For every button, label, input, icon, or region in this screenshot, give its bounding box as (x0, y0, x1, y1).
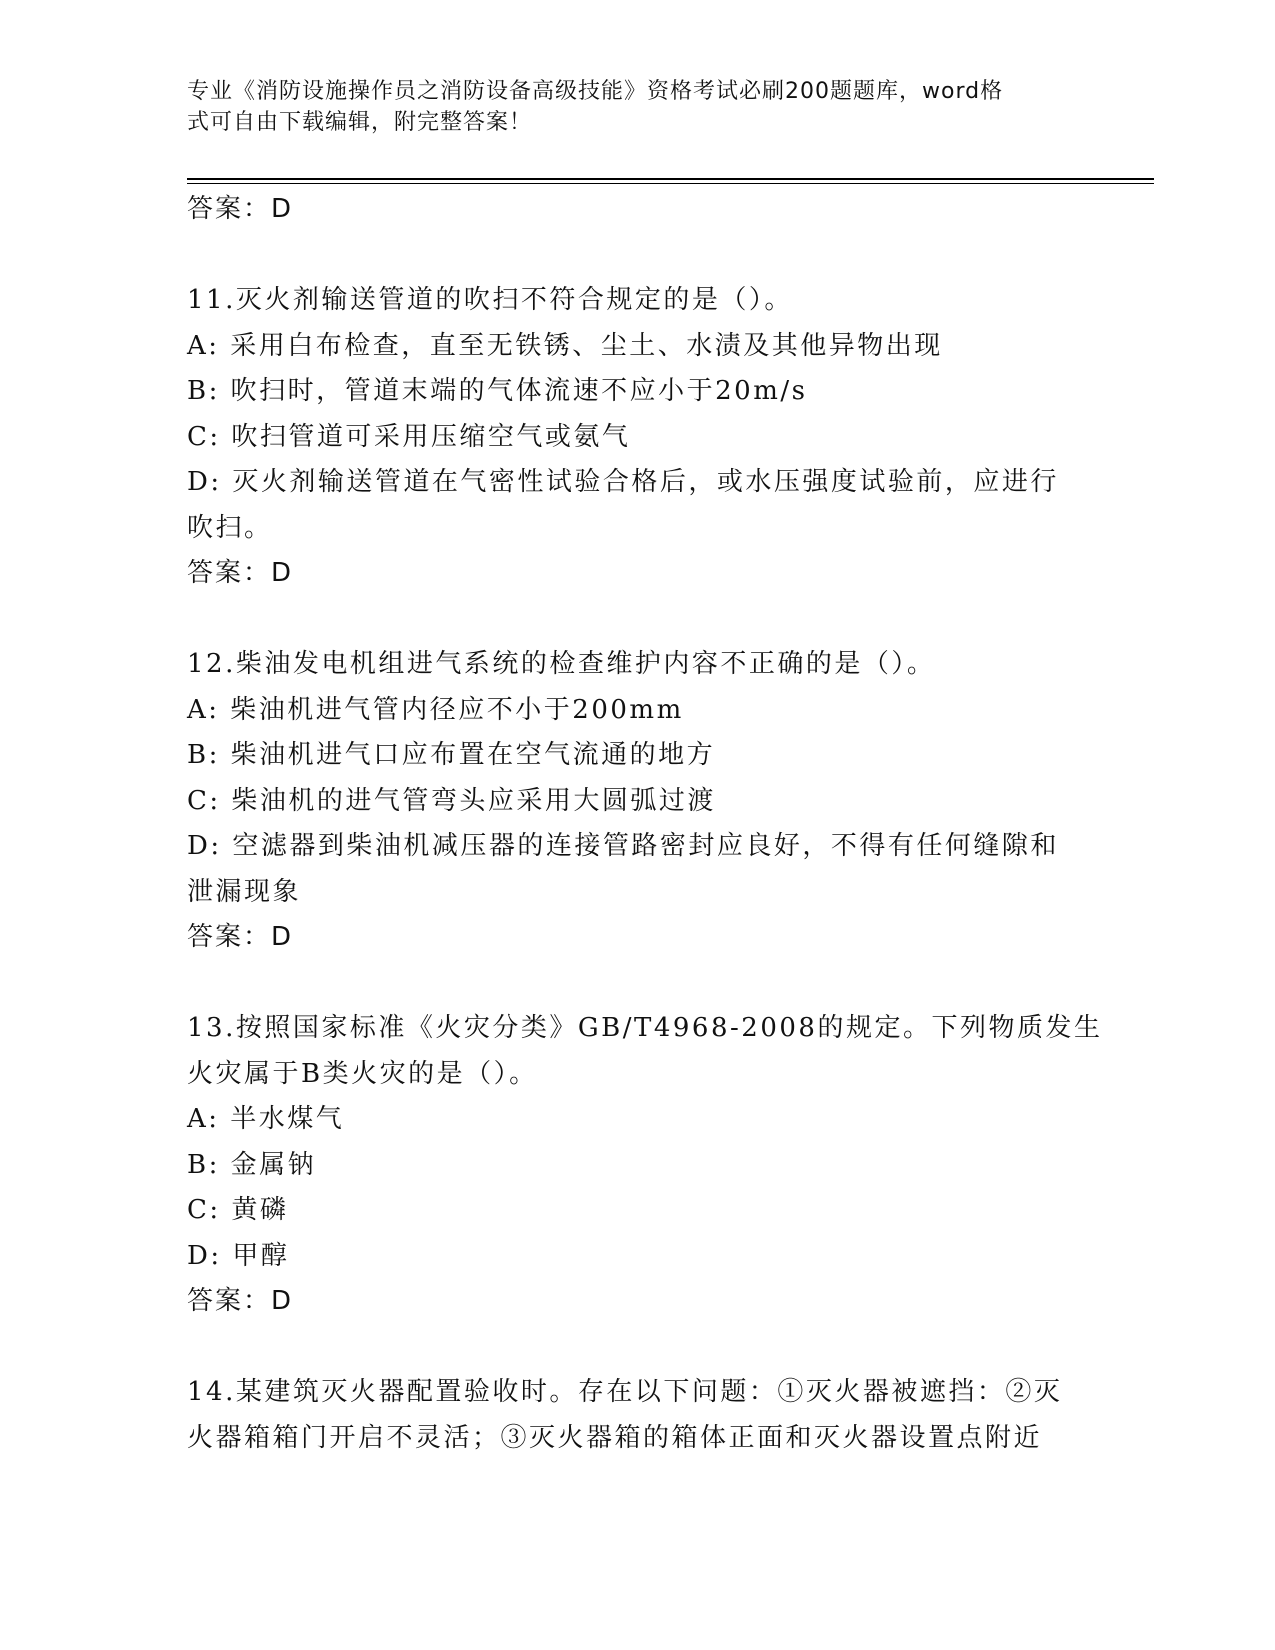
option-a: A: 柴油机进气管内径应不小于200mm (187, 694, 684, 725)
answer-q10: 答案：D (187, 194, 294, 224)
question-14 (187, 1370, 1087, 1461)
option-d: D: 甲醇 (187, 1240, 290, 1271)
header-line-1: 专业《消防设施操作员之消防设备高级技能》资格考试必刷200题题库，word格 (187, 79, 1004, 104)
spacer (187, 1325, 1087, 1371)
option-a: A: 半水煤气 (187, 1104, 345, 1134)
question-12 (187, 642, 1087, 961)
option-d: D: 灭火剂输送管道在气密性试验合格后，或水压强度试验前，应进行 (187, 467, 1059, 497)
spacer (187, 597, 1087, 643)
answer: 答案：D (187, 558, 294, 588)
option-c: C: 黄磷 (187, 1195, 289, 1225)
option-b: B: 柴油机进气口应布置在空气流通的地方 (187, 740, 716, 770)
document-header (187, 76, 1067, 138)
option-a: A: 采用白布检查，直至无铁锈、尘土、水渍及其他异物出现 (187, 330, 943, 361)
option-d: D: 空滤器到柴油机减压器的连接管路密封应良好，不得有任何缝隙和 (187, 831, 1059, 861)
answer: 答案：D (187, 922, 294, 952)
option-c: C: 柴油机的进气管弯头应采用大圆弧过渡 (187, 785, 716, 816)
option-d-continued: 吹扫。 (187, 512, 273, 543)
question-list (187, 187, 1103, 1461)
spacer (187, 233, 1087, 279)
question-stem-continued: 火灾属于B类火灾的是（）。 (187, 1058, 538, 1089)
question-stem-continued: 火器箱箱门开启不灵活；③灭火器箱的箱体正面和灭火器设置点附近 (187, 1422, 1043, 1453)
option-b: B: 吹扫时，管道末端的气体流速不应小于20m/s (187, 376, 808, 406)
question-13 (187, 1006, 1103, 1325)
option-c: C: 吹扫管道可采用压缩空气或氨气 (187, 421, 631, 452)
option-b: B: 金属钠 (187, 1149, 317, 1180)
question-stem: 13.按照国家标准《火灾分类》GB/T4968-2008的规定。下列物质发生 (187, 1013, 1103, 1043)
question-stem: 11.灭火剂输送管道的吹扫不符合规定的是（）。 (187, 285, 793, 315)
answer: 答案：D (187, 1286, 294, 1316)
spacer (187, 961, 1087, 1007)
question-stem: 12.柴油发电机组进气系统的检查维护内容不正确的是（）。 (187, 649, 936, 679)
question-11 (187, 278, 1087, 597)
header-rule-thick (187, 178, 1154, 180)
option-d-continued: 泄漏现象 (187, 876, 302, 907)
header-line-2: 式可自由下载编辑，附完整答案！ (187, 110, 533, 135)
header-rule-thin (187, 183, 1154, 184)
question-stem: 14.某建筑灭火器配置验收时。存在以下问题：①灭火器被遮挡：②灭 (187, 1377, 1063, 1407)
